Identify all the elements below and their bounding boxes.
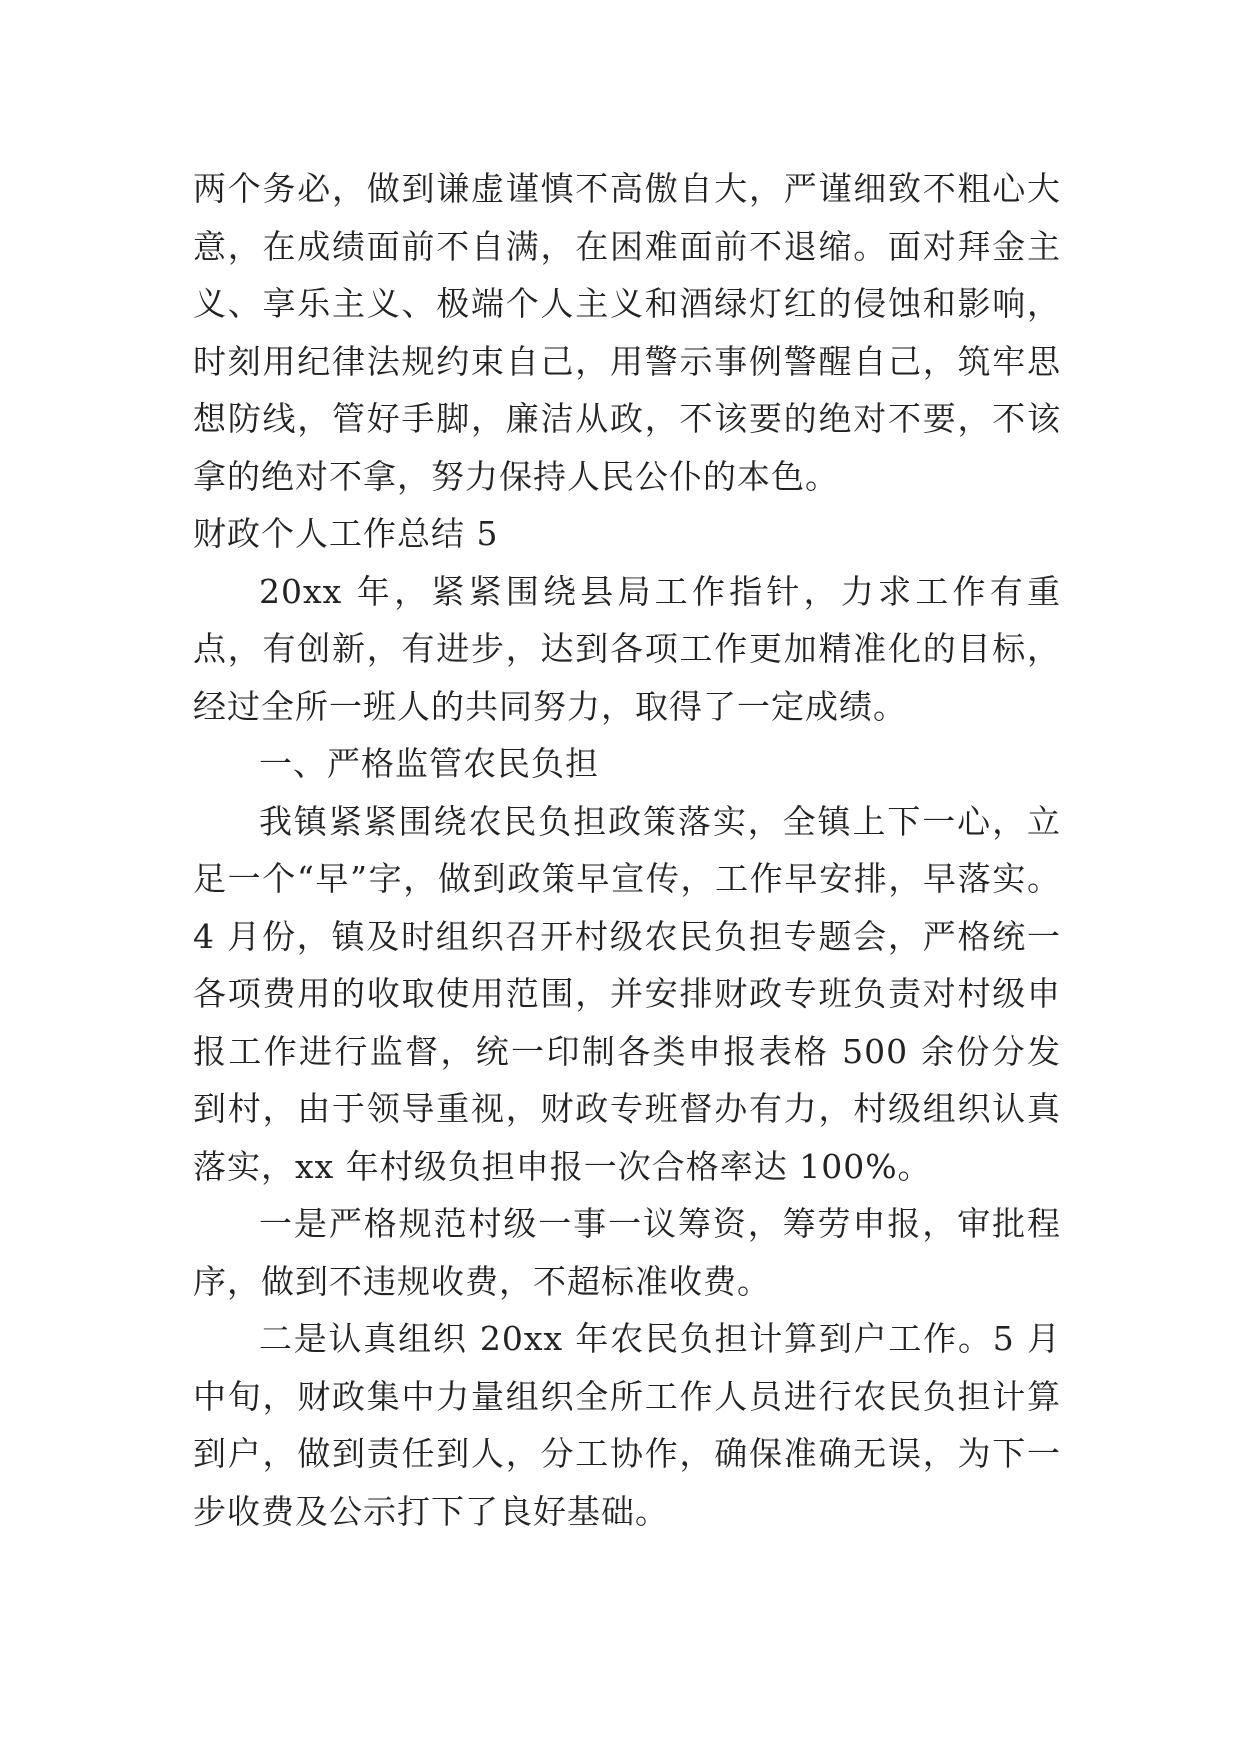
paragraph-point-two: 二是认真组织 20xx 年农民负担计算到户工作。5 月中旬，财政集中力量组织全所工作人员进行农民负担计算到户，做到责任到人，分工协作，确保准确无误，为下一步收费及公示打下了良好基础。 [193, 1319, 1061, 1531]
paragraph-point-one: 一是严格规范村级一事一议筹资，筹劳申报，审批程序，做到不违规收费，不超标准收费。 [193, 1204, 1061, 1301]
paragraph-intro: 20xx 年，紧紧围绕县局工作指针，力求工作有重点，有创新，有进步，达到各项工作更加精准化的目标，经过全所一班人的共同努力，取得了一定成绩。 [193, 571, 1061, 726]
paragraph-continuation: 两个务必，做到谦虚谨慎不高傲自大，严谨细致不粗心大意，在成绩面前不自满，在困难面前不退缩。面对拜金主义、享乐主义、极端个人主义和酒绿灯红的侵蚀和影响，时刻用纪律法规约束自己，用警示事例警醒自己，筑牢思想防线，管好手脚，廉洁从政，不该要的绝对不要，不该拿的绝对不拿，努力保持人民公仆的本色。 [193, 169, 1061, 496]
paragraph-policy: 我镇紧紧围绕农民负担政策落实，全镇上下一心，立足一个“早”字，做到政策早宣传，工作早安排，早落实。4 月份，镇及时组织召开村级农民负担专题会，严格统一各项费用的收取使用范围，并安排财政专班负责对村级申报工作进行监督，统一印制各类申报表格 500 余份分发到村，由于领导重视，财政专班督办有力，村级组织认真落实，xx 年村级负担申报一次合格率达 100%。 [193, 801, 1061, 1186]
section-heading: 财政个人工作总结 5 [193, 514, 499, 553]
document-body [193, 160, 1061, 1540]
subheading-burden-supervision: 一、严格监管农民负担 [259, 744, 599, 783]
